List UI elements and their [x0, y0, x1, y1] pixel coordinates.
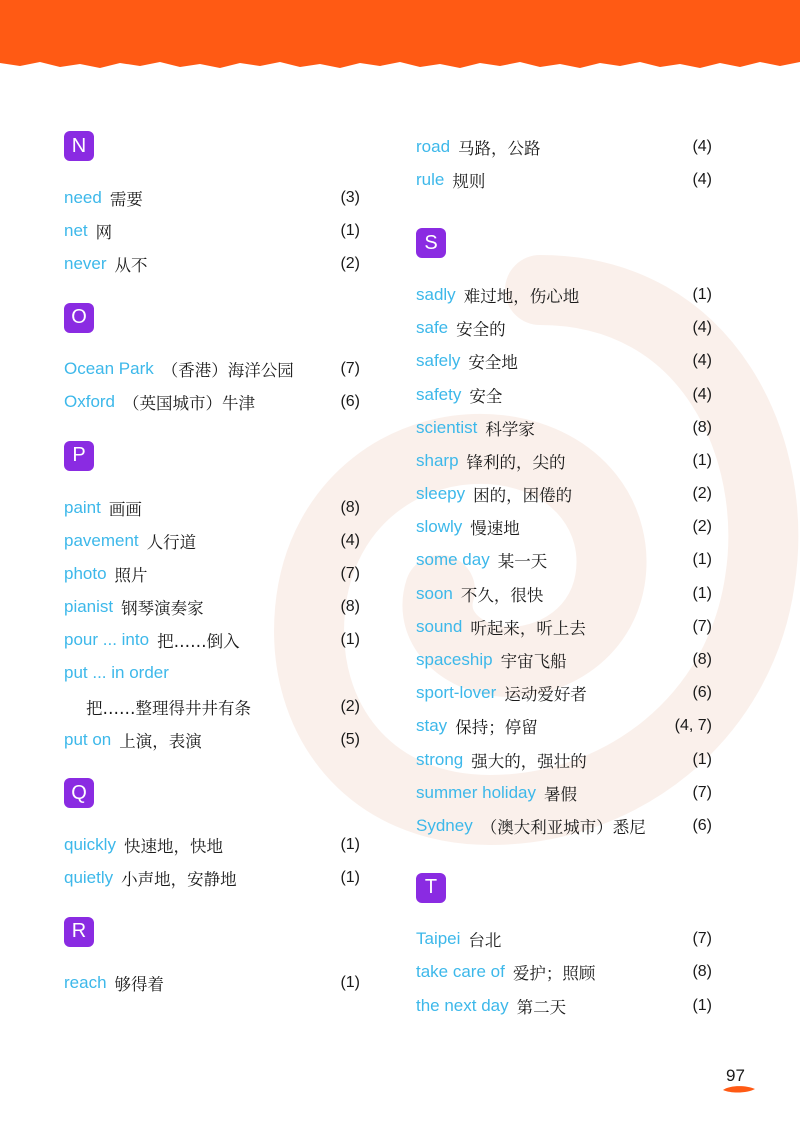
glossary-entry: [416, 312, 712, 345]
entry-unit: (4): [692, 385, 712, 403]
entry-meaning: 网: [95, 222, 113, 242]
entry-unit: (2): [692, 518, 712, 536]
entry-unit: (1): [692, 996, 712, 1014]
entry-meaning: 第二天: [516, 997, 567, 1017]
glossary-entry: [416, 743, 712, 776]
entry-unit: (4): [692, 319, 712, 337]
glossary-entry: [64, 862, 360, 895]
entry-word: sharp: [416, 450, 459, 470]
entry-meaning: 人行道: [146, 532, 197, 552]
entry-unit: (4): [692, 137, 712, 155]
entry-meaning: 听起来，听上去: [470, 618, 586, 638]
glossary-entry: [416, 989, 712, 1022]
entry-unit: (1): [340, 869, 360, 887]
entry-meaning: （澳大利亚城市）悉尼: [480, 817, 646, 837]
entry-word: net: [64, 220, 88, 240]
entry-unit: (1): [340, 974, 360, 992]
glossary-entry: [416, 345, 712, 378]
entry-unit: (1): [340, 836, 360, 854]
entry-word: paint: [64, 497, 101, 517]
glossary-entry: [416, 956, 712, 989]
right-column: [416, 130, 712, 1044]
entry-word: reach: [64, 973, 107, 993]
entry-meaning: 从不: [114, 255, 148, 275]
entry-unit: (1): [692, 750, 712, 768]
section-q: [64, 778, 360, 894]
entry-word: summer holiday: [416, 782, 536, 802]
glossary-entry: [416, 163, 712, 196]
entry-meaning: （香港）海洋公园: [161, 361, 294, 381]
entry-word: quickly: [64, 835, 116, 855]
entry-unit: (1): [340, 221, 360, 239]
glossary-entry: [64, 524, 360, 557]
glossary-entry: [416, 478, 712, 511]
entry-meaning: 强大的，强壮的: [471, 751, 587, 771]
glossary-entry: [416, 643, 712, 676]
entry-unit: (6): [340, 393, 360, 411]
glossary-entry: [416, 677, 712, 710]
entry-unit: (1): [692, 451, 712, 469]
entry-meaning: 需要: [109, 189, 143, 209]
entry-meaning: 暑假: [544, 784, 577, 804]
entry-unit: (8): [692, 963, 712, 981]
entry-meaning: 某一天: [497, 552, 548, 572]
entry-word: need: [64, 187, 102, 207]
entry-word: pianist: [64, 597, 114, 617]
left-column: [64, 130, 360, 1022]
glossary-entry: [64, 657, 360, 690]
entry-word: soon: [416, 583, 453, 603]
section-letter-badge: O: [64, 303, 94, 333]
entry-word: quietly: [64, 868, 114, 888]
glossary-entry: [416, 444, 712, 477]
entry-unit: (4): [692, 352, 712, 370]
entry-word: sound: [416, 616, 463, 636]
entry-meaning: 锋利的，尖的: [466, 452, 566, 472]
glossary-entry: [416, 411, 712, 444]
section-r-continued: [416, 130, 712, 196]
entry-meaning: 钢琴演奏家: [121, 599, 204, 619]
glossary-entry: [64, 557, 360, 590]
entry-word: safely: [416, 351, 461, 371]
section-letter-badge: P: [64, 441, 94, 471]
entry-word: safe: [416, 318, 449, 338]
entry-unit: (8): [692, 651, 712, 669]
entry-unit: (6): [692, 684, 712, 702]
entry-word: Taipei: [416, 929, 461, 949]
entry-word: Sydney: [416, 815, 473, 835]
entry-unit: (1): [340, 631, 360, 649]
glossary-entry: [416, 378, 712, 411]
entry-meaning: 爱护；照顾: [512, 964, 596, 984]
top-banner: [0, 0, 800, 80]
glossary-entry: [64, 386, 360, 419]
section-letter-badge: Q: [64, 778, 94, 808]
entry-word: sadly: [416, 284, 456, 304]
entry-unit: (7): [692, 783, 712, 801]
entry-word: the next day: [416, 995, 509, 1015]
entry-word: road: [416, 136, 451, 156]
entry-unit: (7): [692, 617, 712, 635]
entry-unit: (5): [340, 730, 360, 748]
entry-unit: (7): [340, 360, 360, 378]
entry-word: pour ... into: [64, 630, 150, 650]
entry-word: never: [64, 253, 107, 273]
entry-word: rule: [416, 169, 445, 189]
section-letter-badge: S: [416, 228, 446, 258]
entry-word: safety: [416, 384, 462, 404]
section-letter-badge: N: [64, 131, 94, 161]
entry-meaning: 安全地: [468, 353, 518, 373]
section-s: [416, 228, 712, 842]
glossary-entry: [64, 723, 360, 756]
glossary-entry: [64, 353, 360, 386]
entry-unit: (4): [340, 531, 360, 549]
entry-unit: (8): [692, 418, 712, 436]
entry-word: put on: [64, 729, 112, 749]
glossary-entry: [64, 247, 360, 280]
glossary-entry: [416, 776, 712, 809]
glossary-entry: [64, 181, 360, 214]
entry-meaning: 规则: [452, 171, 486, 191]
glossary-entry: [416, 923, 712, 956]
entry-unit: (3): [340, 188, 360, 206]
glossary-entry: [416, 577, 712, 610]
entry-meaning: 运动爱好者: [504, 685, 587, 705]
glossary-entry: [416, 130, 712, 163]
entry-word: pavement: [64, 530, 139, 550]
entry-meaning: （英国城市）牛津: [123, 394, 256, 414]
section-r: [64, 917, 360, 1000]
entry-meaning: 照片: [114, 565, 148, 585]
entry-unit: (1): [692, 285, 712, 303]
entry-word: Oxford: [64, 392, 116, 412]
entry-meaning: 上演，表演: [119, 731, 202, 751]
entry-unit: (7): [340, 564, 360, 582]
entry-word: strong: [416, 749, 464, 769]
entry-meaning: 安全: [469, 386, 503, 406]
glossary-entry: [416, 610, 712, 643]
entry-meaning: 保持；停留: [455, 718, 538, 738]
entry-unit: (2): [340, 254, 360, 272]
glossary-entry: [416, 710, 712, 743]
entry-word: spaceship: [416, 650, 493, 670]
entry-unit: (8): [340, 598, 360, 616]
entry-word: Ocean Park: [64, 359, 154, 379]
entry-unit: (4): [692, 170, 712, 188]
entry-meaning: 宇宙飞船: [500, 652, 567, 672]
entry-meaning: 不久，很快: [460, 585, 544, 605]
entry-meaning: 困的，困倦的: [473, 486, 573, 506]
section-t: [416, 873, 712, 1023]
entry-meaning: 慢速地: [470, 519, 520, 539]
entry-meaning: 画画: [108, 499, 142, 519]
section-n: [64, 131, 360, 281]
glossary-entry: [64, 591, 360, 624]
entry-word: take care of: [416, 962, 505, 982]
glossary-entry: [64, 828, 360, 861]
entry-unit: (7): [692, 930, 712, 948]
entry-meaning: 台北: [468, 931, 502, 951]
section-letter-badge: T: [416, 873, 446, 903]
glossary-entry: [416, 278, 712, 311]
glossary-entry: [416, 809, 712, 842]
section-o: [64, 303, 360, 419]
section-p: [64, 441, 360, 757]
entry-word: some day: [416, 550, 490, 570]
entry-meaning: 把……整理得井井有条: [86, 698, 251, 718]
entry-meaning: 马路，公路: [458, 138, 541, 158]
entry-word: scientist: [416, 417, 478, 437]
entry-meaning: 快速地，快地: [123, 837, 223, 857]
entry-unit: (2): [340, 697, 360, 715]
glossary-entry: [64, 491, 360, 524]
entry-meaning: 够得着: [114, 975, 165, 995]
entry-meaning: 小声地，安静地: [121, 870, 237, 890]
entry-meaning: 难过地，伤心地: [463, 286, 580, 306]
page-number-block: [722, 1062, 758, 1096]
entry-word: put ... in order: [64, 663, 169, 683]
glossary-entry: [64, 214, 360, 247]
entry-meaning: 安全的: [456, 320, 506, 340]
entry-unit: (1): [692, 551, 712, 569]
section-letter-badge: R: [64, 917, 94, 947]
glossary-entry: [64, 967, 360, 1000]
entry-word: sport-lover: [416, 683, 497, 703]
entry-word: slowly: [416, 517, 463, 537]
entry-meaning: 科学家: [485, 419, 535, 439]
entry-unit: (2): [692, 485, 712, 503]
glossary-entry: [416, 511, 712, 544]
page-number: 97: [726, 1066, 745, 1085]
glossary-entry: [64, 624, 360, 657]
glossary-entry-continuation: [64, 690, 360, 723]
entry-word: stay: [416, 716, 448, 736]
entry-unit: (6): [692, 816, 712, 834]
entry-word: sleepy: [416, 484, 466, 504]
glossary-entry: [416, 544, 712, 577]
entry-unit: (8): [340, 498, 360, 516]
entry-word: photo: [64, 563, 107, 583]
entry-unit: (1): [692, 584, 712, 602]
entry-unit: (4, 7): [674, 717, 712, 735]
entry-meaning: 把……倒入: [157, 632, 240, 652]
